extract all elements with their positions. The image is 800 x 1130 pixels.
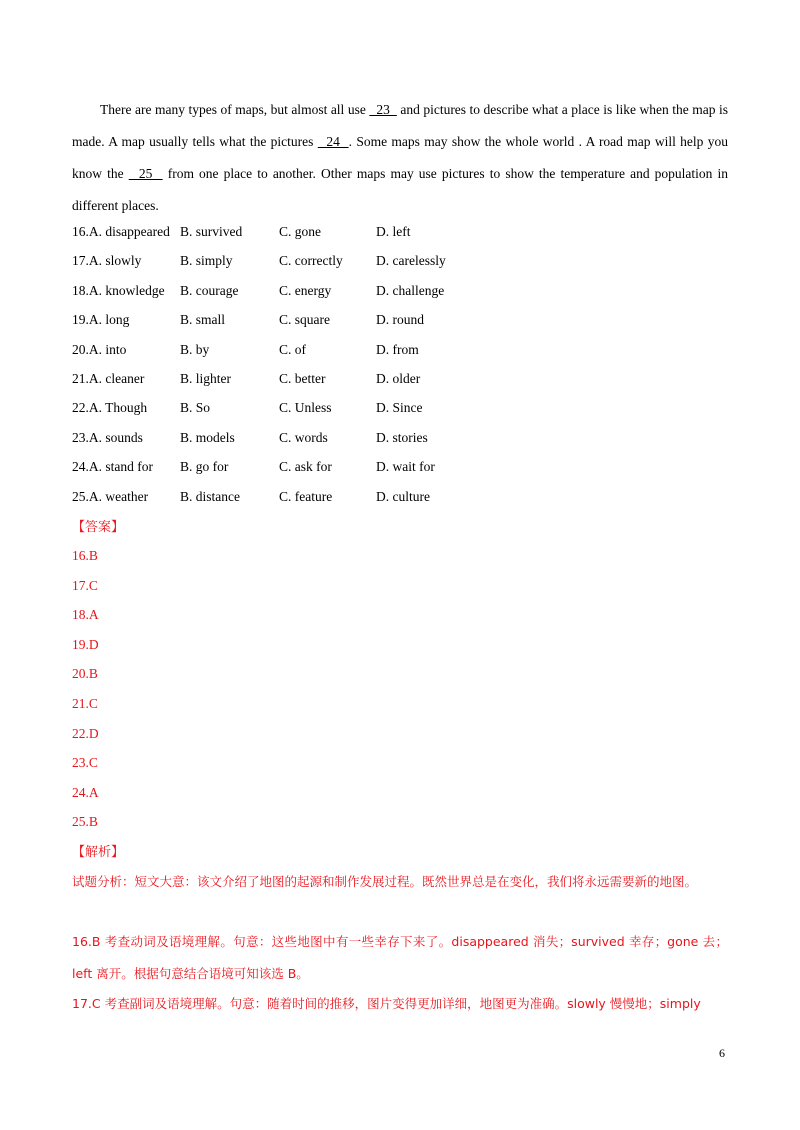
option-a: 23.A. sounds (72, 429, 143, 445)
option-b: B. small (180, 312, 226, 328)
option-c: C. correctly (279, 253, 343, 269)
passage-text: . Some maps may show the whole world . A road map will help you know the (72, 134, 729, 181)
answer-item: 22.D (72, 725, 99, 741)
option-a: 24.A. stand for (72, 459, 153, 475)
option-c: C. better (279, 371, 326, 386)
passage-text: and pictures to describe what a place is like when the map is made. A map usually tells what the pictures (72, 102, 728, 149)
answer-item: 24.A (72, 784, 99, 800)
answer-item: 23.C (72, 755, 98, 771)
option-a: 22.A. Though (72, 400, 148, 416)
analysis-q17: 17.C 考查副词及语境理解。句意：随着时间的推移，图片变得更加详细，地图更为准确。slowly 慢慢地；simply (72, 996, 701, 1011)
option-c: C. Unless (279, 400, 332, 416)
option-d: D. challenge (376, 282, 445, 298)
option-b: B. by (180, 341, 210, 357)
option-c: C. of (279, 341, 306, 357)
option-d: D. Since (376, 400, 423, 416)
answer-item: 25.B (72, 814, 98, 830)
blank-23: 23 (369, 102, 397, 117)
option-a: 18.A. knowledge (72, 282, 165, 298)
option-d: D. round (376, 312, 424, 328)
option-a: 19.A. long (72, 312, 130, 328)
option-c: C. gone (279, 224, 321, 239)
answer-item: 16.B (72, 548, 98, 563)
answer-item: 18.A (72, 607, 99, 623)
option-d: D. stories (376, 429, 428, 445)
answer-item: 19.D (72, 636, 99, 652)
option-d: D. left (376, 224, 411, 239)
option-b: B. go for (180, 459, 229, 475)
analysis-summary: 试题分析：短文大意：该文介绍了地图的起源和制作发展过程。既然世界总是在变化，我们将永远需要新的地图。 (72, 874, 698, 889)
option-b: B. So (180, 400, 211, 416)
analysis-heading: 【解析】 (72, 845, 125, 860)
option-a: 16.A. disappeared (72, 224, 170, 239)
answer-heading: 【答案】 (72, 520, 125, 535)
option-d: D. from (376, 341, 419, 357)
option-a: 20.A. into (72, 341, 127, 357)
option-d: D. carelessly (376, 253, 446, 269)
option-a: 17.A. slowly (72, 253, 142, 269)
option-d: D. culture (376, 488, 430, 504)
analysis-q16: 16.B 考查动词及语境理解。句意：这些地图中有一些幸存下来了。disappeared 消失；survived 幸存；gone 去；left 离开。根据句意结合语境可知该选 B。 (72, 934, 728, 981)
page-number: 6 (719, 1046, 725, 1060)
option-b: B. simply (180, 253, 233, 269)
option-c: C. ask for (279, 459, 332, 475)
answer-item: 21.C (72, 696, 98, 711)
option-b: B. models (180, 429, 235, 445)
option-c: C. energy (279, 282, 332, 298)
passage-paragraph (72, 94, 728, 222)
answer-item: 20.B (72, 666, 98, 682)
option-b: B. survived (180, 224, 243, 239)
option-a: 25.A. weather (72, 488, 149, 504)
option-c: C. feature (279, 488, 333, 504)
option-d: D. wait for (376, 459, 435, 475)
option-a: 21.A. cleaner (72, 371, 145, 386)
option-c: C. words (279, 429, 328, 445)
option-b: B. distance (180, 488, 240, 504)
blank-25: 25 (128, 166, 163, 181)
option-c: C. square (279, 312, 330, 328)
option-d: D. older (376, 371, 421, 386)
passage-text: There are many types of maps, but almost all use (100, 102, 370, 117)
passage-text: from one place to another. Other maps may use pictures to show the temperature and population in different places. (72, 166, 729, 213)
blank-24: 24 (317, 134, 349, 149)
answer-item: 17.C (72, 577, 98, 593)
option-b: B. courage (180, 282, 239, 298)
option-b: B. lighter (180, 371, 231, 386)
